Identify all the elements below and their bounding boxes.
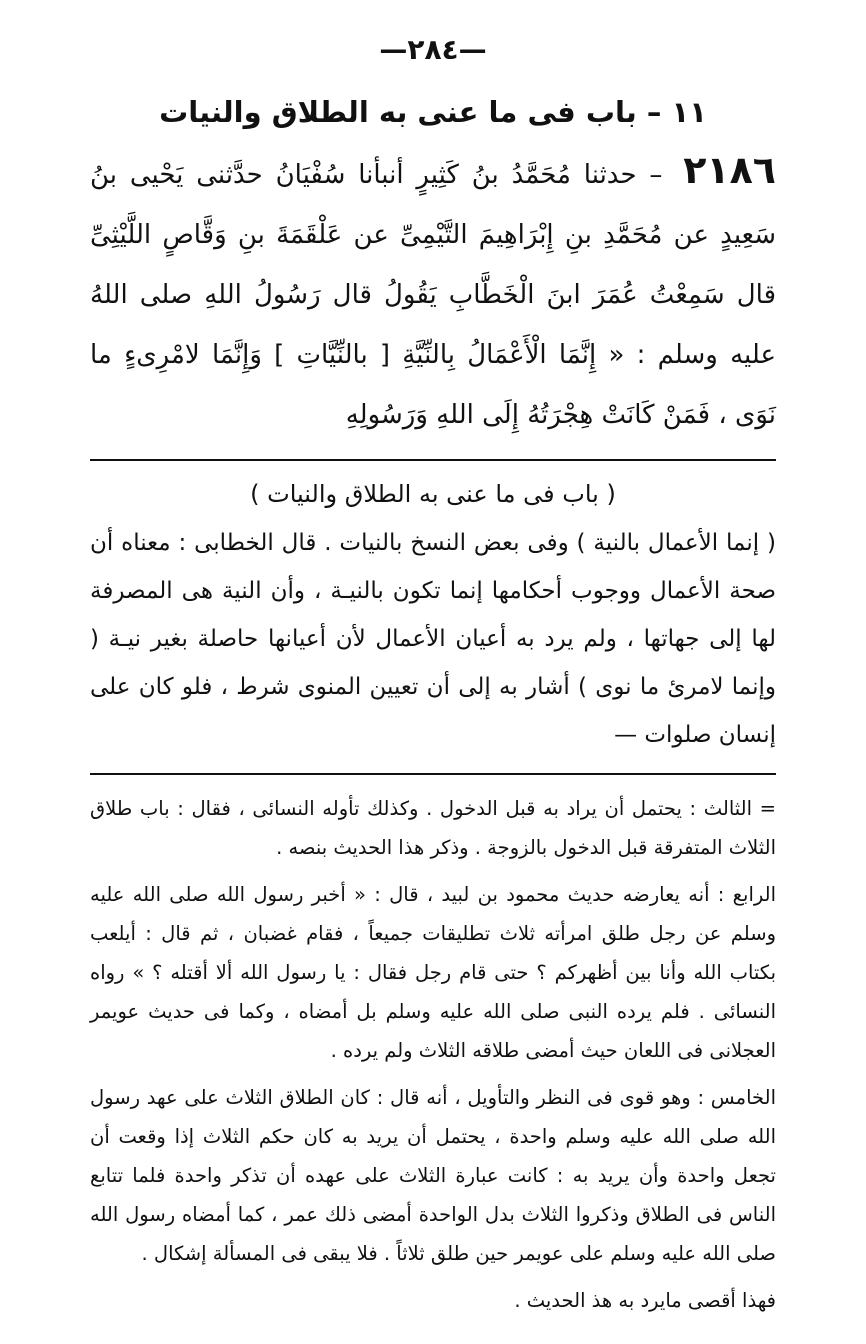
footnote-paragraph: الخامس : وهو قوى فى النظر والتأويل ، أنه قال : كان الطلاق الثلاث على عهد رسول الله صلى الله عليه وسلم واحدة ، يحتمل أن يريد به كان حكم الثلاث إذا وقعت أن تجعل واحدة وأن يريد به : كانت عبارة الثلاث على عهده أن تذكر واحدة فلما تتابع الناس فى الطلاق وذكروا الثلاث بدل الواحدة أمضى ذلك عمر ، كما أمضاه رسول الله صلى الله عليه وسلم على عويمر حين طلق ثلاثاً . فلا يبقى فى المسألة إشكال . <box>90 1086 776 1265</box>
page-number: —٢٨٤— <box>379 33 487 66</box>
footnote-divider <box>90 773 776 775</box>
commentary-body: ( إنما الأعمال بالنية ) وفى بعض النسخ بالنيات . قال الخطابى : معناه أن صحة الأعمال ووجوب أحكامها إنما تكون بالنيـة ، وأن النية هى المصرفة لها إلى جهاتها ، ولم يرد به أعيان الأعمال لأن أعيانها حاصلة بغير نيـة ( وإنما لامرئ ما نوى ) أشار به إلى أن تعيين المنوى شرط ، فلو كان على إنسان صلوات — <box>90 530 776 748</box>
main-text-divider <box>90 459 776 461</box>
footnote-paragraph: فهذا أقصى مايرد به هذ الحديث . <box>514 1289 776 1312</box>
commentary-heading: ( باب فى ما عنى به الطلاق والنيات ) <box>250 480 616 508</box>
hadith-body: – حدثنا مُحَمَّدُ بنُ كَثِيرٍ أنبأنا سُفْيَانُ حدَّثنى يَحْيى بنُ سَعِيدٍ عن مُحَمَّدِ بنِ إِبْرَاهِيمَ التَّيْمِىِّ عن عَلْقَمَةَ بنِ وَقَّاصٍ اللَّيْثِىِّ قال سَمِعْتُ عُمَرَ ابنَ الْخَطَّابِ يَقُولُ قال رَسُولُ اللهِ صلى اللهُ عليه وسلم : « إِنَّمَا الْأَعْمَالُ بِالنِّيَّةِ [ بالنِّيَّاتِ ] وَإِنَّمَا لامْرِىءٍ ما نَوَى ، فَمَنْ كَانَتْ هِجْرَتُهُ إِلَى اللهِ وَرَسُولِهِ <box>90 160 776 430</box>
hadith-number: ٢١٨٦ <box>683 148 776 192</box>
hadith-text-block <box>90 140 776 445</box>
footnote-paragraph: = الثالث : يحتمل أن يراد به قبل الدخول . وكذلك تأوله النسائى ، فقال : باب طلاق الثلاث المتفرقة قبل الدخول بالزوجة . وذكر هذا الحديث بنصه . <box>90 797 776 859</box>
footnote-paragraph: الرابع : أنه يعارضه حديث محمود بن لبيد ، قال : « أخبر رسول الله صلى الله عليه وسلم عن رجل طلق امرأته ثلاث تطليقات جميعاً ، فقام غضبان ، ثم قال : أيلعب بكتاب الله وأنا بين أظهركم ؟ حتى قام رجل فقال : يا رسول الله ألا أقتله ؟ » رواه النسائى . فلم يرده النبى صلى الله عليه وسلم بل أمضاه ، وكما فى حديث عويمر العجلانى فى اللعان حيث أمضى طلاقه الثلاث ولم يرده . <box>90 883 776 1062</box>
chapter-heading: ١١ – باب فى ما عنى به الطلاق والنيات <box>159 95 707 129</box>
footnotes-section <box>90 789 776 1320</box>
